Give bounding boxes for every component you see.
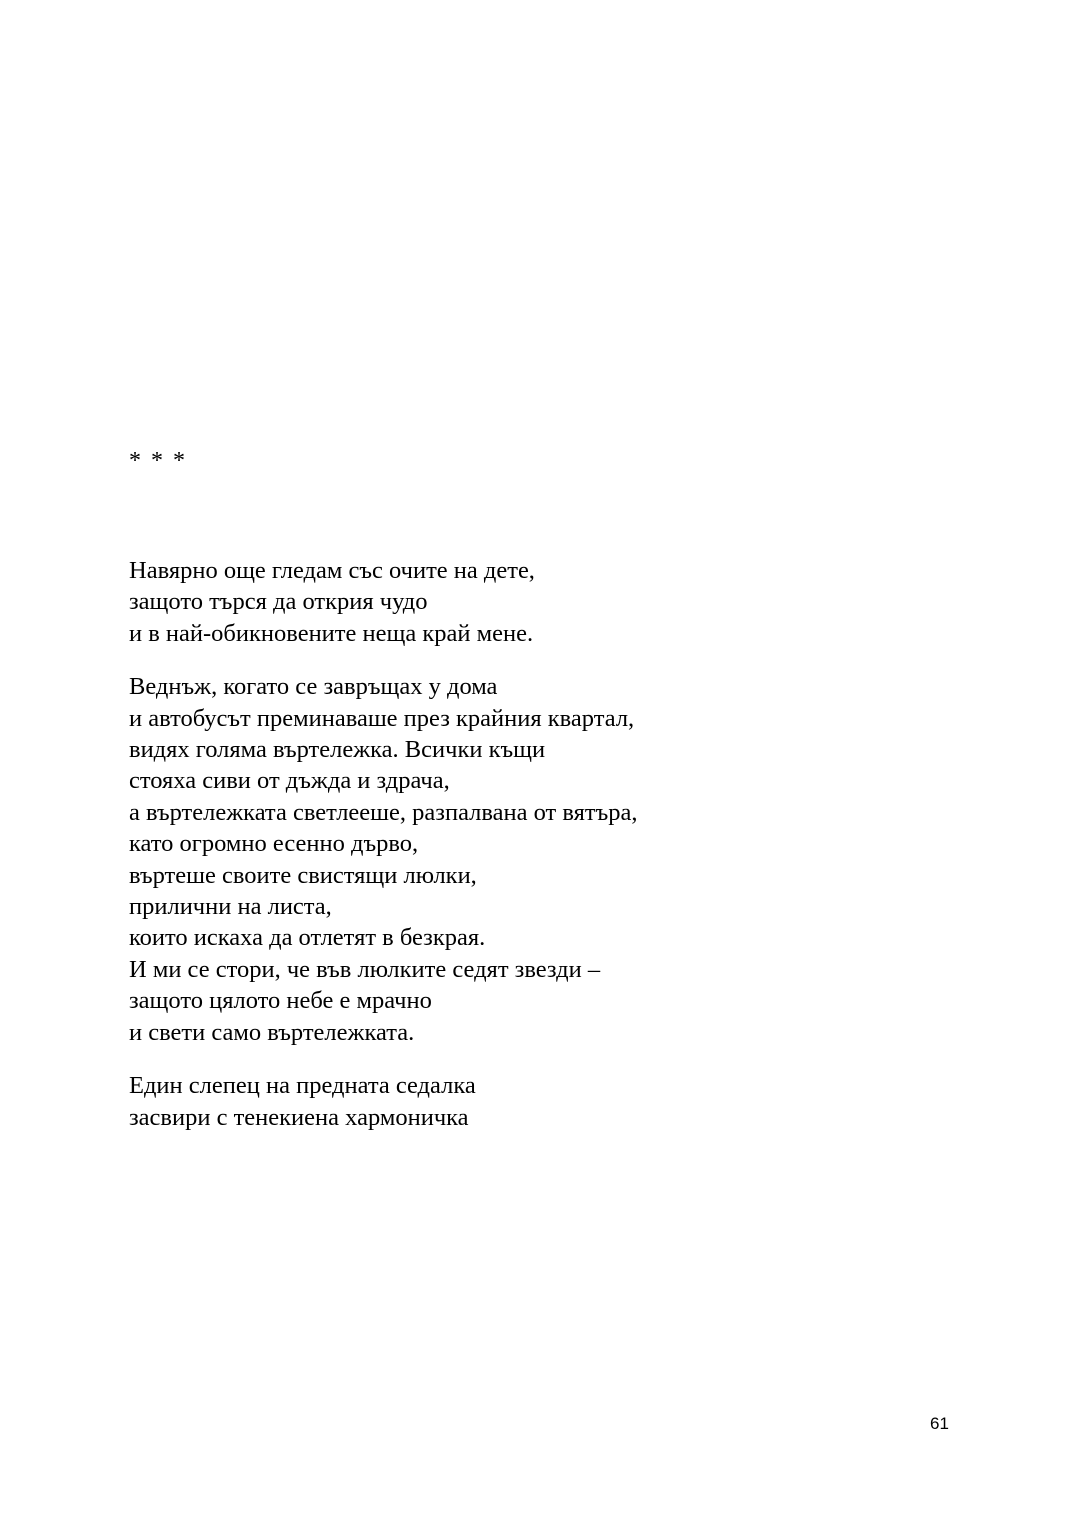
poem-line: а въртележката светлееше, разпалвана от вятъра, xyxy=(129,798,638,826)
poem-line: които искаха да отлетят в безкрая. xyxy=(129,924,486,952)
poem-line: и свети само въртележката. xyxy=(129,1018,415,1046)
poem-line: Веднъж, когато се завръщах у дома xyxy=(129,673,498,701)
poem-line: засвири с тенекиена хармоничка xyxy=(129,1103,469,1131)
poem-line: защото цялото небе е мрачно xyxy=(129,987,432,1015)
section-separator: * * * xyxy=(129,448,187,474)
poem-line: видях голяма въртележка. Всички къщи xyxy=(129,736,546,764)
poem-line: Един слепец на предната седалка xyxy=(129,1072,476,1100)
poem-line: стояха сиви от дъжда и здрача, xyxy=(129,767,450,795)
poem xyxy=(129,555,949,1155)
poem-line: въртеше своите свистящи люлки, xyxy=(129,861,477,889)
stanza-2 xyxy=(129,671,949,1048)
poem-line: и в най-обикновените неща край мене. xyxy=(129,619,534,647)
poem-line: И ми се стори, че във люлките седят звезди – xyxy=(129,955,601,983)
poem-line: като огромно есенно дърво, xyxy=(129,830,419,858)
page-number: 61 xyxy=(930,1414,949,1433)
poem-line: и автобусът преминаваше през крайния квартал, xyxy=(129,704,635,732)
stanza-3 xyxy=(129,1070,949,1133)
poem-line: прилични на листа, xyxy=(129,893,332,921)
poem-line: Навярно още гледам със очите на дете, xyxy=(129,557,535,584)
stanza-1 xyxy=(129,555,949,649)
poem-line: защото търся да открия чудо xyxy=(129,588,428,616)
